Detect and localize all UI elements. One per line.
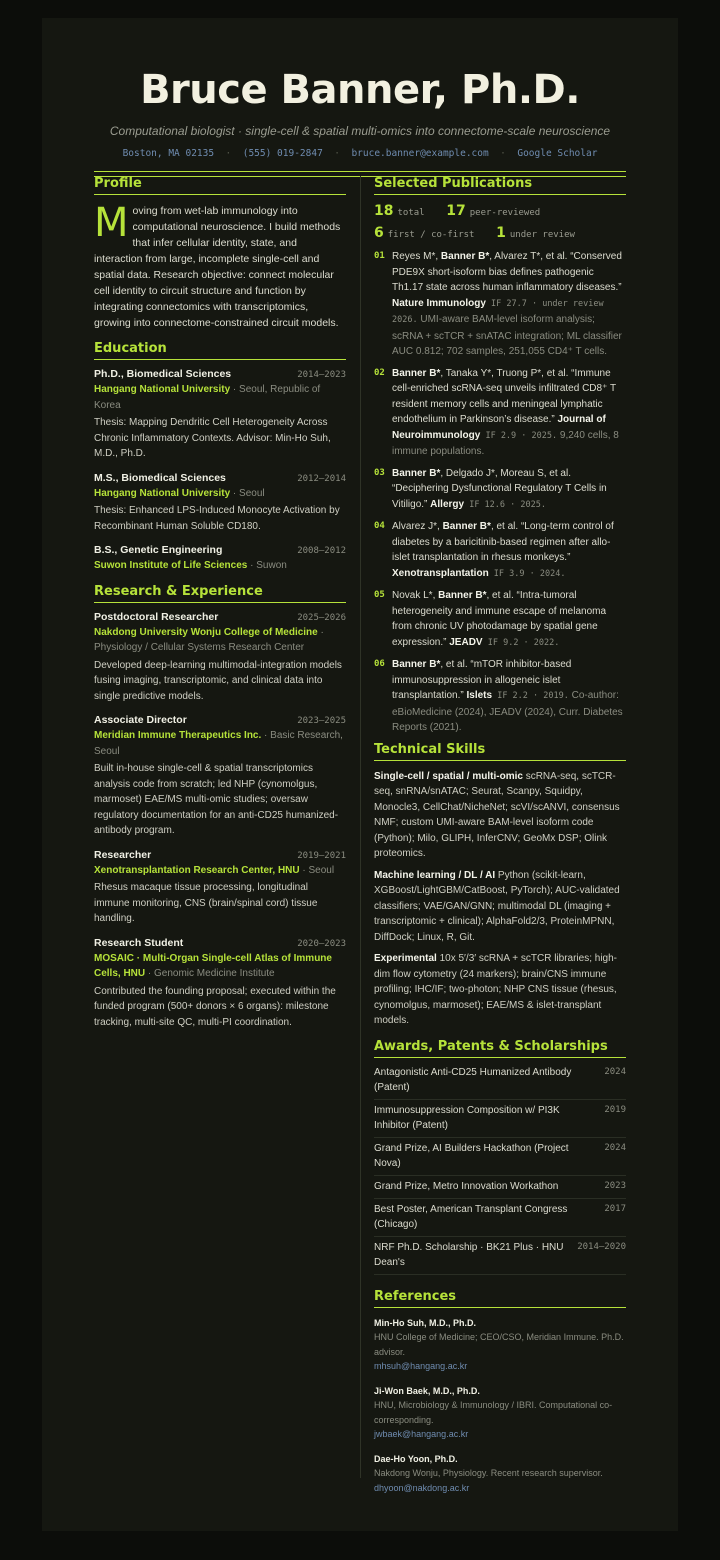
reference-name: Ji-Won Baek, M.D., Ph.D. <box>374 1385 480 1396</box>
award-row <box>374 1062 626 1100</box>
entry-date: 2023–2025 <box>297 716 346 726</box>
publication-number: 01 <box>374 251 385 261</box>
publication-number: 06 <box>374 659 385 669</box>
publication-journal: Islets <box>466 690 493 701</box>
stat-peer-label: peer-reviewed <box>469 208 541 218</box>
resume-page <box>42 18 678 1531</box>
entry-title: Research Student <box>94 936 184 949</box>
award-year: 2024 <box>604 1142 626 1153</box>
entry-description: Built in-house single-cell & spatial transcriptomics analysis code from scratch; led NHP (cynomolgus, marmoset) EAE/MS multi-omic studies; oversaw regulatory documentation for an anti-CD25 humanized-antibody program. <box>94 763 339 836</box>
entry-org-place: · Seoul, Republic of Korea <box>94 384 321 411</box>
profile-section <box>94 200 346 331</box>
entry-description: Contributed the founding proposal; executed within the funded program (500+ donors × 6 organs): milestone tracking, multi-site QC, multi-PI coordination. <box>94 985 336 1028</box>
skill-label: Single-cell / spatial / multi-omic <box>374 770 523 782</box>
entry-org-name: Nakdong University Wonju College of Medicine <box>94 626 318 638</box>
skill-text: scRNA-seq, scTCR-seq, snRNA/snATAC; Seurat, Scanpy, Squidpy, Monocle3, CellChat/NicheNet; scVI/scANVI, consensus NMF; custom UMI-aware BAM-level isoform code (Python); Milo, GLIPH, InferCNV; GeoMx DSP; Olink proteomics. <box>374 770 620 859</box>
entry-org-name: Xenotransplantation Research Center, HNU <box>94 864 300 876</box>
entry-org-name: Hangang National University <box>94 487 231 499</box>
publication-author-self: Banner B* <box>442 521 491 532</box>
publication-author-self: Banner B* <box>392 467 441 479</box>
entry-item <box>94 937 346 1031</box>
references-heading: References <box>374 1289 626 1308</box>
publication-journal: Allergy <box>430 498 465 510</box>
awards-heading: Awards, Patents & Scholarships <box>374 1039 626 1058</box>
entry-organization <box>94 863 346 879</box>
entry-header <box>94 849 346 861</box>
entry-item <box>94 611 346 705</box>
entry-header <box>94 368 346 380</box>
entry-title: Associate Director <box>94 714 187 726</box>
publications-heading: Selected Publications <box>374 176 626 195</box>
entry-organization <box>94 625 346 656</box>
left-column <box>94 176 346 1040</box>
entry-header <box>94 714 346 726</box>
publication-stats <box>374 203 626 241</box>
publication-citation <box>392 588 626 651</box>
entry-title: Postdoctoral Researcher <box>94 610 219 623</box>
stat-review-label: under review <box>509 230 575 240</box>
skills-list <box>374 769 626 1029</box>
profile-heading: Profile <box>94 176 346 195</box>
stat-first-label: first / co-first <box>387 230 475 240</box>
stat-review-number: 1 <box>496 225 506 241</box>
publication-citation <box>392 657 626 736</box>
publication-title: , et al. “Intra-tumoral heterogeneity and immune escape of melanoma from chronic UV photodamage by spatial gene expression.” <box>392 590 607 648</box>
skill-label: Machine learning / DL / AI <box>374 869 496 881</box>
entry-header <box>94 937 346 949</box>
entry-date: 2019–2021 <box>297 850 346 861</box>
publication-meta: IF 2.2 · 2019. <box>492 691 569 701</box>
publication-authors-before: Reyes M*, <box>392 251 441 262</box>
award-year: 2017 <box>604 1203 626 1214</box>
publication-author-self: Banner B* <box>438 590 487 601</box>
experience-heading: Research & Experience <box>94 584 346 603</box>
publication-author-self: Banner B* <box>392 367 441 379</box>
publication-item <box>374 366 626 460</box>
entry-organization <box>94 951 346 982</box>
publication-author-self: Banner B* <box>440 251 490 262</box>
entry-item <box>94 714 346 839</box>
entry-item <box>94 368 346 462</box>
award-text: Grand Prize, AI Builders Hackathon (Project Nova) <box>374 1142 569 1169</box>
tagline: Computational biologist · single-cell & spatial multi-omics into connectome-scale neuroscience <box>109 124 611 138</box>
publication-number: 03 <box>374 467 385 478</box>
award-row <box>374 1199 626 1237</box>
publication-journal: JEADV <box>449 636 483 648</box>
award-year: 2024 <box>604 1066 626 1077</box>
publication-number: 02 <box>374 367 385 378</box>
stat-total-label: total <box>397 208 425 218</box>
publication-meta: IF 12.6 · 2025. <box>464 499 546 510</box>
reference-affiliation: HNU, Microbiology & Immunology / IBRI. Computational co-corresponding. <box>374 1400 613 1425</box>
publication-journal: Nature Immunology <box>392 297 486 309</box>
publication-meta: IF 27.7 · under review 2026. <box>392 298 604 325</box>
contact-separator: · <box>225 148 232 159</box>
entry-organization <box>94 486 346 502</box>
skill-text: Python (scikit-learn, XGBoost/LightGBM/CatBoost, PyTorch); AUC-validated classifiers; VAE/GAN/GNN; multimodal DL (imaging + transcriptomic + clinical); AlphaFold2/3, ProteinMPNN, DiffDock; Linux, R, Git. <box>374 869 620 943</box>
candidate-name: Bruce Banner, Ph.D. <box>140 67 580 113</box>
stat-peer-number: 17 <box>446 203 466 219</box>
awards-list <box>374 1062 626 1275</box>
google-scholar-link[interactable]: Google Scholar <box>517 148 598 159</box>
skill-group <box>374 769 626 862</box>
contact-separator: · <box>334 148 340 159</box>
contact-email[interactable]: bruce.banner@example.com <box>351 148 489 159</box>
award-text: Immunosuppression Composition w/ PI3K Inhibitor (Patent) <box>374 1104 560 1131</box>
award-year: 2019 <box>604 1104 626 1115</box>
stat-total-number: 18 <box>374 203 394 219</box>
reference-name: Min-Ho Suh, M.D., Ph.D. <box>374 1317 476 1328</box>
entry-org-name: MOSAIC · Multi-Organ Single-cell Atlas of Immune Cells, HNU <box>94 952 332 979</box>
entry-title: Researcher <box>94 848 152 861</box>
reference-email[interactable]: jwbaek@hangang.ac.kr <box>374 1429 469 1439</box>
publication-note: Co-author: eBioMedicine (2024), JEADV (2024), Curr. Diabetes Reports (2021). <box>392 690 623 733</box>
award-text: NRF Ph.D. Scholarship · BK21 Plus · HNU Dean's <box>374 1241 564 1268</box>
publication-authors-before: Alvarez J*, <box>392 521 443 532</box>
entry-date: 2008–2012 <box>297 546 346 556</box>
publication-author-self: Banner B* <box>392 659 441 670</box>
publication-item <box>374 657 626 736</box>
entry-organization <box>94 558 346 574</box>
education-list <box>94 368 346 574</box>
publication-title: , Tanaka Y*, Truong P*, et al. “Immune cell-enriched scRNA-seq unveils infiltrated CD8⁺ T resident memory cells and meningeal lymphatic endothelium in Parkinson’s disease.” <box>392 367 616 425</box>
entry-description: Thesis: Mapping Dendritic Cell Heterogeneity Across Chronic Inflammatory Contexts. Advisor: Min-Ho Suh, M.D., Ph.D. <box>94 417 331 459</box>
experience-list <box>94 611 346 1031</box>
reference-item <box>374 1452 626 1496</box>
publication-citation <box>392 519 626 582</box>
award-text: Grand Prize, Metro Innovation Workathon <box>374 1180 559 1192</box>
entry-org-name: Meridian Immune Therapeutics Inc. <box>94 730 262 741</box>
publication-meta: IF 3.9 · 2024. <box>488 568 566 579</box>
contact-location: Boston, MA 02135 <box>122 148 215 159</box>
entry-org-name: Suwon Institute of Life Sciences <box>94 560 248 571</box>
publication-title: , et al. “mTOR inhibitor-based immunosuppression in allogeneic islet transplantation.” <box>392 659 572 701</box>
reference-item <box>374 1316 626 1374</box>
publication-number: 04 <box>374 521 385 531</box>
award-year: 2014–2020 <box>577 1241 626 1252</box>
publication-item <box>374 588 626 651</box>
entry-description: Rhesus macaque tissue processing, longitudinal immune monitoring, CNS (brain/spinal cord) tissue handling. <box>94 882 318 924</box>
entry-description: Developed deep-learning multimodal-integration models fusing imaging, transcriptomic, and clinical data into single predictive models. <box>94 659 342 702</box>
profile-dropcap: M <box>94 200 129 246</box>
entry-item <box>94 472 346 535</box>
reference-email[interactable]: dhyoon@nakdong.ac.kr <box>374 1482 470 1493</box>
award-text: Antagonistic Anti-CD25 Humanized Antibody (Patent) <box>374 1066 572 1093</box>
skill-group <box>374 951 626 1029</box>
entry-organization <box>94 728 346 759</box>
entry-title: B.S., Genetic Engineering <box>94 544 223 556</box>
publication-citation <box>392 366 626 460</box>
reference-item <box>374 1384 626 1442</box>
entry-header <box>94 611 346 623</box>
contact-separator: · <box>500 148 506 159</box>
entry-title: Ph.D., Biomedical Sciences <box>94 368 232 380</box>
reference-affiliation: Nakdong Wonju, Physiology. Recent research supervisor. <box>374 1468 603 1478</box>
entry-org-name: Hangang National University <box>94 384 231 395</box>
entry-header <box>94 472 346 484</box>
award-row <box>374 1237 626 1275</box>
entry-date: 2014–2023 <box>297 370 346 380</box>
contact-phone[interactable]: (555) 019-2847 <box>242 148 323 159</box>
award-year: 2023 <box>604 1180 626 1191</box>
reference-email[interactable]: mhsuh@hangang.ac.kr <box>374 1361 468 1371</box>
entry-org-place: · Seoul <box>230 487 265 499</box>
column-divider <box>360 176 361 1478</box>
publication-note: UMI-aware BAM-level isoform analysis; scRNA + scTCR + snATAC integration; ML classifier AUC 0.812; 702 samples, 251,055 CD4⁺ T cells. <box>392 314 622 357</box>
stat-first-number: 6 <box>374 225 384 241</box>
entry-date: 2020–2023 <box>297 938 346 949</box>
entry-date: 2012–2014 <box>297 473 346 484</box>
publication-item <box>374 519 626 582</box>
skill-label: Experimental <box>374 953 437 964</box>
award-row <box>374 1100 626 1138</box>
profile-text: oving from wet-lab immunology into computational neuroscience. I build methods that infer cellular identity, state, and interaction from large, incomplete single-cell and spatial data. Research objective: connect molecular cell identity to circuit structure and function by integrating connectomics with transcriptomics, growing into connectome-constrained circuit models. <box>94 205 341 329</box>
entry-org-place: · Suwon <box>247 560 287 571</box>
publication-citation <box>392 249 626 360</box>
publication-title: , Delgado J*, Moreau S, et al. “Deciphering Dysfunctional Regulatory T Cells in Vitiligo.” <box>392 467 607 510</box>
contact-line <box>42 148 678 159</box>
publication-journal: Xenotransplantation <box>392 567 489 579</box>
publication-citation <box>392 466 626 514</box>
reference-affiliation: HNU College of Medicine; CEO/CSO, Meridian Immune. Ph.D. advisor. <box>374 1332 624 1357</box>
entry-org-place: · Seoul <box>299 864 335 876</box>
publication-number: 05 <box>374 590 385 600</box>
publication-item <box>374 249 626 360</box>
reference-name: Dae-Ho Yoon, Ph.D. <box>374 1453 458 1464</box>
entry-organization <box>94 382 346 413</box>
entry-org-place: · Physiology / Cellular Systems Research Center <box>94 626 324 653</box>
entry-item <box>94 544 346 574</box>
publication-journal: Journal of Neuroimmunology <box>392 414 606 441</box>
skill-text: 10x 5′/3′ scRNA + scTCR libraries; high-dim flow cytometry (24 markers); brain/CNS immune profiling; IHC/IF; two-photon; NHP CNS tissue (rhesus, cynomolgus, marmoset); EAE/MS & islet-transplant models. <box>374 953 618 1026</box>
publication-title: , et al. “Long-term control of diabetes by a baricitinib-based regimen after allo-islet transplantation in rhesus monkeys.” <box>392 521 614 563</box>
publication-title: , Alvarez T*, et al. “Conserved PDE9X short-isoform bias defines pathogenic Th1.17 state across human inflammatory diseases.” <box>392 251 622 293</box>
skill-group <box>374 868 626 946</box>
publication-item <box>374 466 626 514</box>
stats-row <box>374 203 626 219</box>
entry-item <box>94 849 346 927</box>
references-list <box>374 1316 626 1496</box>
publication-note: 9,240 cells, 8 immune populations. <box>392 429 619 457</box>
entry-description: Thesis: Enhanced LPS-Induced Monocyte Activation by Recombinant Human Soluble CD180. <box>94 505 340 532</box>
stats-row <box>374 225 626 241</box>
resume-header <box>42 18 678 159</box>
publication-meta: IF 2.9 · 2025. <box>480 430 558 441</box>
publication-list <box>374 249 626 736</box>
entry-title: M.S., Biomedical Sciences <box>94 471 226 484</box>
education-heading: Education <box>94 341 346 360</box>
award-row <box>374 1176 626 1199</box>
skills-heading: Technical Skills <box>374 742 626 761</box>
entry-org-place: · Basic Research, Seoul <box>94 730 343 757</box>
entry-org-place: · Genomic Medicine Institute <box>145 968 275 979</box>
award-row <box>374 1138 626 1176</box>
award-text: Best Poster, American Transplant Congress (Chicago) <box>374 1203 568 1230</box>
entry-header <box>94 544 346 556</box>
publication-authors-before: Novak L*, <box>392 590 439 601</box>
right-column <box>374 176 626 1505</box>
entry-date: 2025–2026 <box>297 612 346 623</box>
publication-meta: IF 9.2 · 2022. <box>482 637 560 648</box>
